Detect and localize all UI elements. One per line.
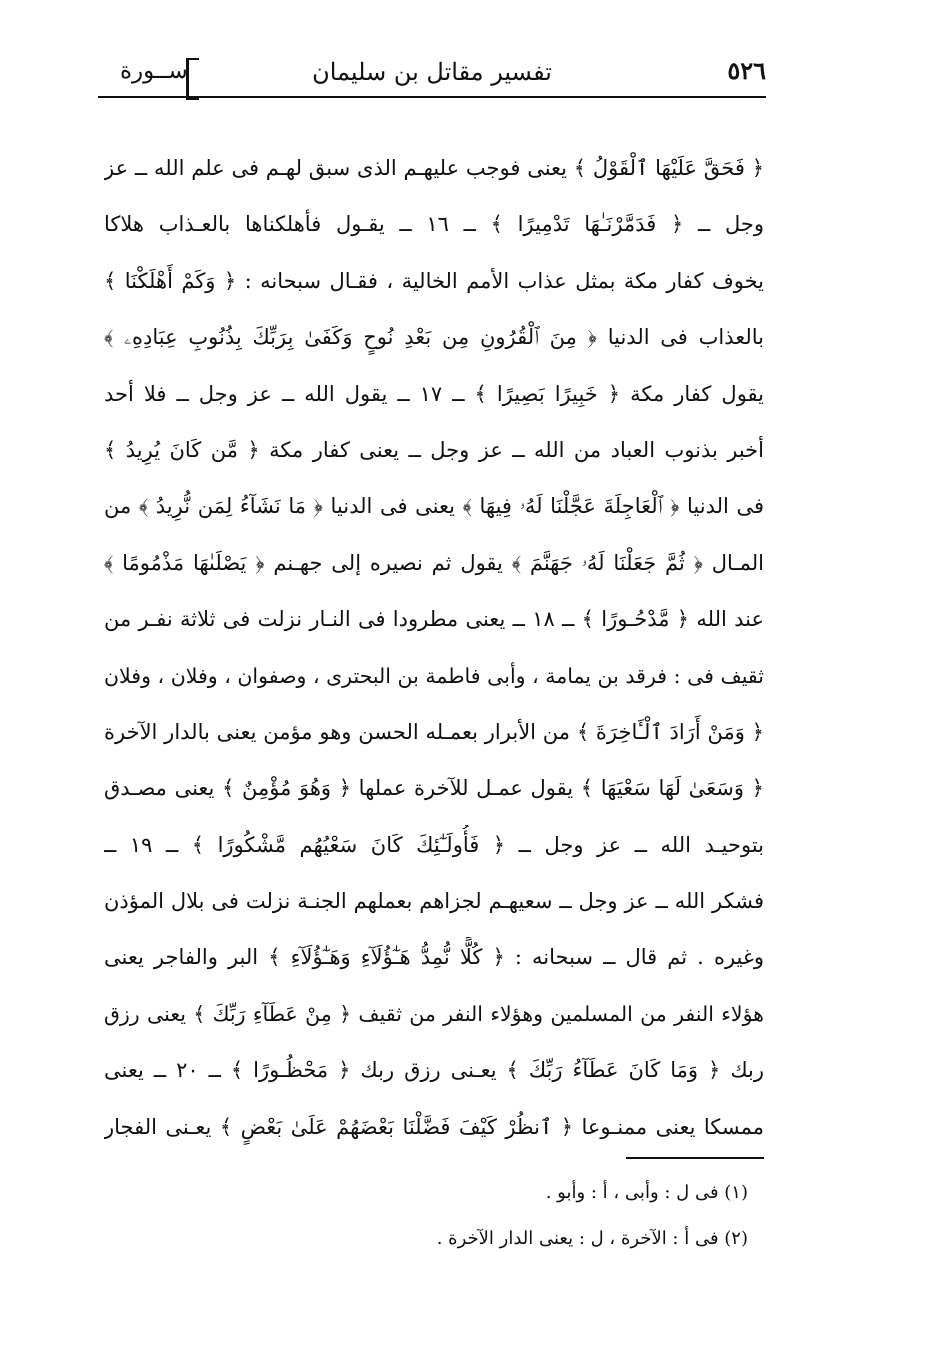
text-line: ﴿ وَسَعَىٰ لَهَا سَعْيَهَا ﴾ يقول عمـل للآخرة عملها ﴿ وَهُوَ مُؤْمِنٌ ﴾ يعنى مصـدق xyxy=(104,776,764,801)
text-line: بتوحيـد الله ــ عز وجل ــ ﴿ فَأُولَـٰٓئِكَ كَانَ سَعْيُهُم مَّشْكُورًا ﴾ ــ ١٩ ــ xyxy=(104,832,764,857)
text-line: فى الدنيا ﴿ ٱلْعَاجِلَةَ عَجَّلْنَا لَهُۥ فِيهَا ﴾ يعنى فى الدنيا ﴿ مَا نَشَآءُ لِمَن نُّرِيدُ ﴾ من xyxy=(104,494,764,519)
text-line: ثقيف فى : فرقد بن يمامة ، وأبى فاطمة بن البحترى ، وصفوان ، وفلان ، وفلان xyxy=(104,663,764,688)
header-bracket xyxy=(186,58,199,100)
text-line: عند الله ﴿ مَّدْحُـورًا ﴾ ــ ١٨ ــ يعنى مطرودا فى النـار نزلت فى ثلاثة نفـر من xyxy=(104,607,764,632)
footnotes xyxy=(248,1170,748,1262)
surah-label: ســورة xyxy=(120,58,188,84)
text-line: ﴿ وَمَنْ أَرَادَ ٱلْـَٔاخِرَةَ ﴾ من الأبرار بعمـله الحسن وهو مؤمن يعنى بالدار الآخرة xyxy=(104,719,764,744)
text-line: أخبر بذنوب العباد من الله ــ عز وجل ــ يعنى كفار مكة ﴿ مَّن كَانَ يُرِيدُ ﴾ xyxy=(104,437,764,462)
text-line: هؤلاء النفر من المسلمين وهؤلاء النفر من ثقيف ﴿ مِنْ عَطَآءِ رَبِّكَ ﴾ يعنى رزق xyxy=(104,1001,764,1026)
text-line: يخوف كفار مكة بمثل عذاب الأمم الخالية ، فقـال سبحانه : ﴿ وَكَمْ أَهْلَكْنَا ﴾ xyxy=(104,268,764,293)
header-rule xyxy=(98,96,766,98)
body-text xyxy=(104,148,764,1163)
text-line: المـال ﴿ ثُمَّ جَعَلْنَا لَهُۥ جَهَنَّمَ ﴾ يقول ثم نصيره إلى جهـنم ﴿ يَصْلَىٰهَا مَذْمُومًا ﴾ xyxy=(104,550,764,575)
running-title: تفسير مقاتل بن سليمان xyxy=(312,58,552,86)
text-line: وغيره . ثم قال ــ سبحانه : ﴿ كُلًّا نُّمِدُّ هَـٰٓؤُلَآءِ وَهَـٰٓؤُلَآءِ ﴾ البر والفاجر يعنى xyxy=(104,945,764,970)
text-line: فشكر الله ــ عز وجل ــ سعيهـم لجزاهم بعملهم الجنـة نزلت فى بلال المؤذن xyxy=(104,889,764,914)
text-line: بالعذاب فى الدنيا ﴿ مِنَ ٱلْقُرُونِ مِن بَعْدِ نُوحٍ وَكَفَىٰ بِرَبِّكَ بِذُنُوبِ عِبَادِهِۦ ﴾ xyxy=(104,325,764,350)
text-line: ﴿ فَحَقَّ عَلَيْهَا ٱلْقَوْلُ ﴾ يعنى فوجب عليهـم الذى سبق لهـم فى علم الله ــ عز xyxy=(104,156,764,180)
text-line: وجل ــ ﴿ فَدَمَّرْنَـٰهَا تَدْمِيرًا ﴾ ــ ١٦ ــ يقـول فأهلكناها بالعـذاب هلاكا xyxy=(104,212,764,237)
text-line: يقول كفار مكة ﴿ خَبِيرًا بَصِيرًا ﴾ ــ ١٧ ــ يقول الله ــ عز وجل ــ فلا أحد xyxy=(104,381,764,406)
text-line: ممسكا يعنى ممنـوعا ﴿ ٱنظُرْ كَيْفَ فَضَّلْنَا بَعْضَهُمْ عَلَىٰ بَعْضٍ ﴾ يعـنى الفجار xyxy=(104,1114,764,1139)
page-number: ٥٢٦ xyxy=(727,56,766,85)
footnote-rule xyxy=(626,1157,764,1159)
footnote-1: (١) فى ل : وأبى ، أ : وأبو . xyxy=(545,1182,748,1203)
text-line: ربك ﴿ وَمَا كَانَ عَطَآءُ رَبِّكَ ﴾ يعـنى رزق ربك ﴿ مَحْظُـورًا ﴾ ــ ٢٠ ــ يعنى xyxy=(104,1058,764,1083)
footnote-2: (٢) فى أ : الآخرة ، ل : يعنى الدار الآخرة . xyxy=(436,1228,748,1249)
